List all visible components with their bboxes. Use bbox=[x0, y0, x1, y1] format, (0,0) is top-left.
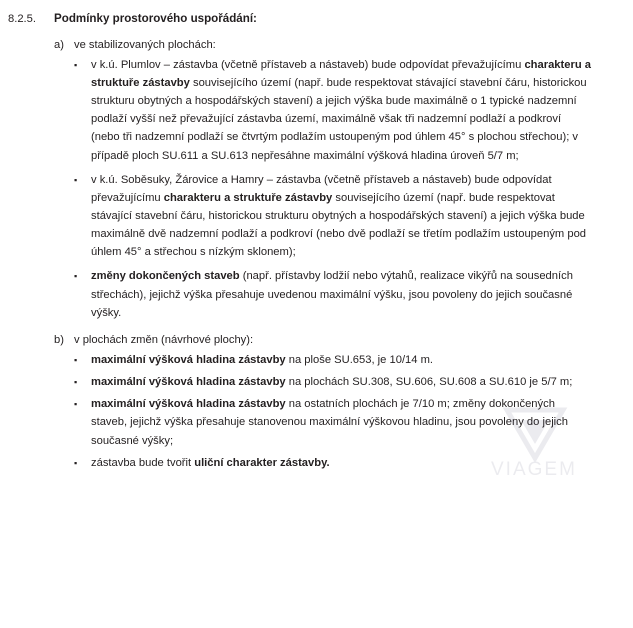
list-item-text: maximální výšková hladina zástavby na plochách SU.308, SU.606, SU.608 a SU.610 je 5/7 m; bbox=[91, 376, 573, 389]
list-item-text: zástavba bude tvořit uliční charakter zástavby. bbox=[91, 456, 330, 469]
list-item-text: maximální výšková hladina zástavby na ostatních plochách je 7/10 m; změny dokončených staveb, jejichž výška přesahuje stanovenou maximální výškovou hladinu, jsou povoleny do jejich současné výšky; bbox=[91, 398, 568, 447]
list-item-text: v k.ú. Plumlov – zástavba (včetně přístaveb a nástaveb) bude odpovídat převažujícímu charakteru a struktuře zástavby souvisejícího území (např. bude respektovat stávající stavební čáru, historickou strukturu obytných a hospodářských stavení) a jejich výška bude maximálně o 1 typické nadzemní podlaží vyšší než převažující zástavba území, maximálně však tři nadzemní podlaží a podkroví (nebo tři nadzemní podlaží se čtvrtým podlažím ustoupeným pod úhlem 45° s plochou střechou); v případě ploch SU.611 a SU.613 nepřesáhne maximální výšková hladina úroveň 5/7 m; bbox=[91, 58, 591, 162]
group-b-intro: v plochách změn (návrhové plochy): bbox=[74, 333, 254, 346]
group-a-bullets bbox=[74, 56, 619, 322]
list-item bbox=[74, 56, 619, 165]
bullet-icon: ▪ bbox=[74, 174, 78, 185]
watermark-label: VIAGEM bbox=[491, 459, 577, 481]
section-group-b bbox=[8, 331, 619, 472]
bullet-icon: ▪ bbox=[74, 355, 78, 366]
section-group-a bbox=[8, 36, 619, 322]
bullet-icon: ▪ bbox=[74, 399, 78, 410]
group-b-intro-row bbox=[54, 331, 619, 349]
section-title: Podmínky prostorového uspořádání: bbox=[54, 12, 257, 25]
bullet-icon: ▪ bbox=[74, 59, 78, 70]
list-item-text: v k.ú. Soběsuky, Žárovice a Hamry – zástavba (včetně přístaveb a nástaveb) bude odpovídat převažujícímu charakteru a struktuře zástavby souvisejícího území (např. bude respektovat stávající stavební čáru, historickou strukturu obytných a hospodářských stavení) a jejich výška bude maximálně dvě nadzemní podlaží a podkroví (nebo dvě podlaží se třetím podlažím ustoupeným pod úhlem 45° a střechou s nízkým sklonem); bbox=[91, 173, 587, 259]
section-number: 8.2.5. bbox=[8, 13, 36, 25]
list-item-text: maximální výšková hladina zástavby na ploše SU.653, je 10/14 m. bbox=[91, 354, 434, 367]
group-b-marker: b) bbox=[54, 333, 64, 346]
group-a-intro-row bbox=[54, 36, 619, 54]
group-b-bullets bbox=[74, 351, 619, 472]
bullet-icon: ▪ bbox=[74, 271, 78, 282]
group-a-marker: a) bbox=[54, 38, 64, 51]
list-item bbox=[74, 454, 619, 472]
list-item bbox=[74, 267, 619, 321]
section-heading bbox=[8, 10, 619, 29]
list-item bbox=[74, 171, 619, 262]
list-item bbox=[74, 373, 619, 391]
list-item-text: změny dokončených staveb (např. přístavby lodžií nebo výtahů, realizace vikýřů na sousedních střechách), jejichž výška přesahuje uvedenou maximální výšku, jsou povoleny do jejich současné výšky. bbox=[91, 270, 573, 319]
list-item bbox=[74, 395, 619, 449]
group-a-intro: ve stabilizovaných plochách: bbox=[74, 38, 216, 51]
bullet-icon: ▪ bbox=[74, 377, 78, 388]
bullet-icon: ▪ bbox=[74, 457, 78, 468]
list-item bbox=[74, 351, 619, 369]
